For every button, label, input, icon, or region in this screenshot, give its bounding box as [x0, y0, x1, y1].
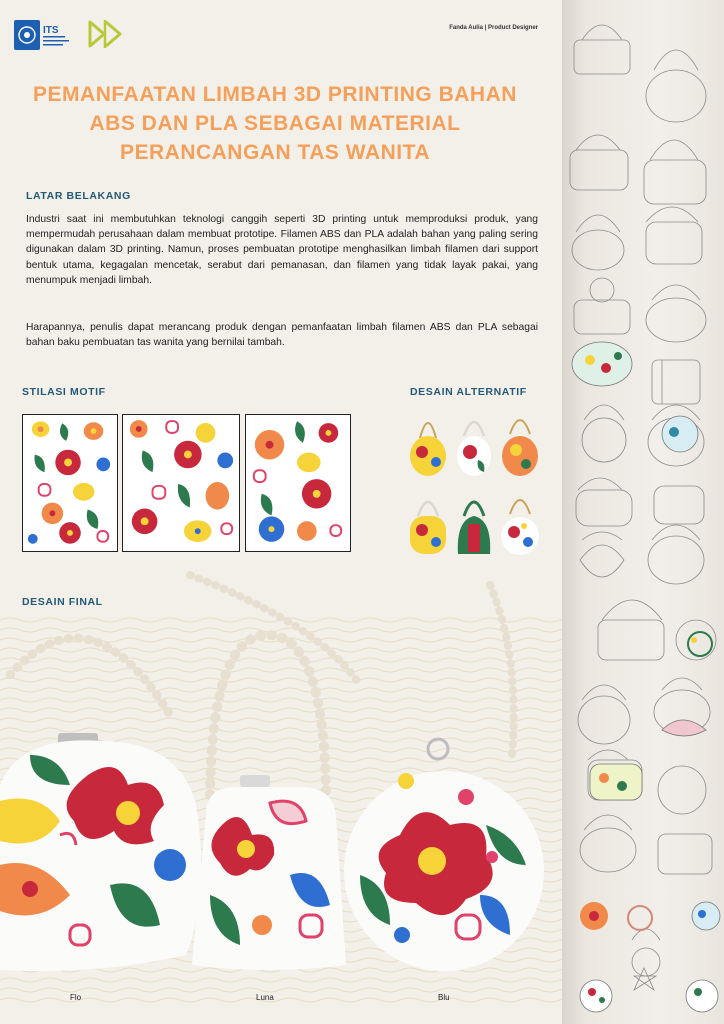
color-sketch-2: [662, 416, 698, 452]
color-sketch-9: [580, 980, 612, 1012]
sketch-bag-1: [574, 25, 630, 74]
designer-logo: [86, 14, 124, 54]
color-sketch-5: [590, 764, 642, 800]
alt-bag-6: [501, 500, 539, 555]
its-logo: [14, 14, 78, 54]
sketch-bag-2: [646, 50, 706, 122]
bag-label-flo: Flo: [70, 993, 82, 1002]
sketch-bag-24: [632, 929, 660, 976]
sketch-bag-9: [652, 360, 700, 404]
alt-bag-5: [458, 502, 490, 554]
sketch-bag-22: [580, 815, 636, 872]
motif-panel-1: [22, 414, 118, 552]
sketch-strip: [562, 0, 724, 1024]
sketch-bag-12: [576, 478, 632, 526]
stilasi-motif-heading: STILASI MOTIF: [22, 386, 106, 398]
sketch-bag-5: [572, 215, 624, 270]
sketch-bag-13: [654, 486, 704, 524]
sketch-bag-23: [658, 834, 712, 874]
its-logo-text: ITS: [43, 25, 59, 36]
author-credit: Fanda Aulia | Product Designer: [449, 25, 538, 31]
color-sketch-4: [662, 720, 706, 736]
motif-panel-2: [122, 414, 240, 552]
alt-bag-2: [457, 422, 491, 476]
latar-belakang-paragraph-2: Harapannya, penulis dapat merancang produk dengan pemanfaatan limbah filamen ABS dan PLA sebagai bahan baku pembuatan tas wanita yang bernilai tambah.: [26, 322, 538, 349]
title-line-3: PERANCANGAN TAS WANITA: [119, 141, 431, 164]
latar-belakang-heading: LATAR BELAKANG: [26, 190, 131, 202]
latar-belakang-paragraph-1: Industri saat ini membutuhkan teknologi canggih seperti 3D printing untuk memproduksi produk, yang mempermudah perusahaan dalam membuat prototipe. Filamen ABS dan PLA adalah bahan yang paling sering digunakan dalam 3D printing. Namun, proses pembuatan prototipe menghasilkan limbah filamen dari support bentuk utama, kegagalan mencetak, serabut dari pemanasan, dan filamen yang tidak layak pakai, yang menumpuk menjadi limbah.: [26, 214, 538, 286]
final-designs: [0, 565, 562, 1005]
sketch-bag-4: [644, 140, 706, 204]
poster-title: [20, 80, 530, 167]
color-sketch-6: [580, 902, 608, 930]
sketch-bag-10: [582, 405, 626, 462]
desain-final-heading: DESAIN FINAL: [22, 596, 103, 608]
sketch-bag-6: [646, 207, 702, 264]
color-sketch-8: [692, 902, 720, 930]
alternative-designs-grid: [408, 404, 542, 564]
sketch-bag-15: [648, 525, 704, 584]
color-sketch-10: [686, 980, 718, 1012]
alt-bag-4: [410, 502, 446, 554]
sketch-bag-14: [580, 532, 624, 577]
color-sketch-7: [628, 906, 652, 930]
motif-panel-3: [245, 414, 351, 552]
sketch-bag-3: [570, 135, 628, 190]
title-line-1: PEMANFAATAN LIMBAH 3D PRINTING BAHAN: [33, 83, 517, 106]
sketch-bag-18: [578, 685, 630, 744]
sketch-bag-7: [574, 278, 630, 334]
alt-bag-3: [502, 420, 538, 476]
bag-label-luna: Luna: [256, 993, 274, 1002]
alt-bag-1: [410, 423, 446, 476]
color-sketch-1: [572, 342, 632, 386]
color-sketch-3: [688, 632, 712, 656]
sketch-bag-25: [634, 968, 656, 990]
desain-alternatif-heading: DESAIN ALTERNATIF: [410, 386, 527, 398]
sketch-bag-8: [646, 285, 706, 342]
sketch-bag-21: [658, 766, 706, 814]
title-line-2: ABS DAN PLA SEBAGAI MATERIAL: [89, 112, 461, 135]
sketch-bag-16: [598, 600, 664, 660]
bag-label-blu: Blu: [438, 993, 450, 1002]
